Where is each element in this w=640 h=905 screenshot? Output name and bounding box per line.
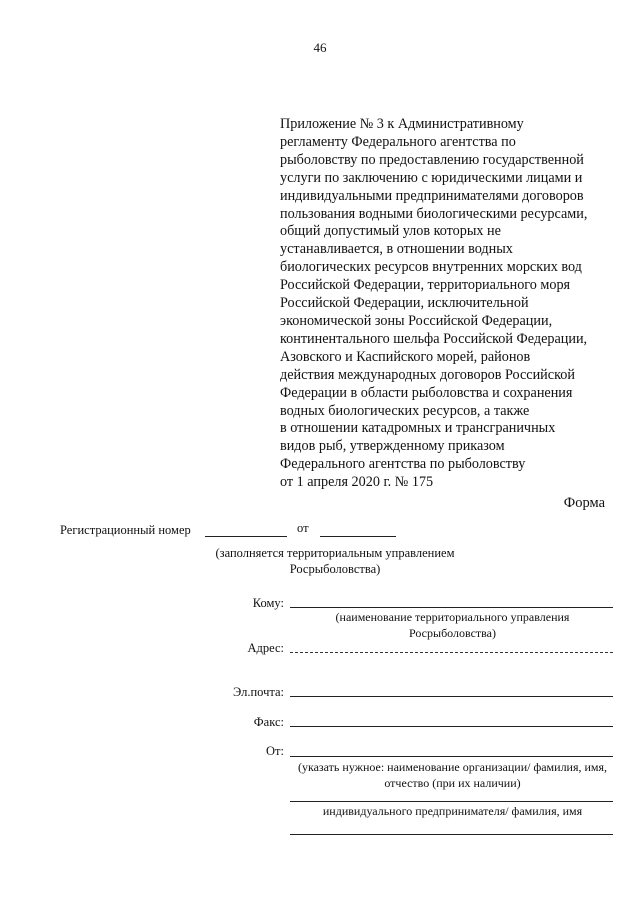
registration-number-field[interactable]: [205, 536, 287, 537]
appendix-line: общий допустимый улов которых не: [280, 223, 501, 240]
fax-field[interactable]: [290, 726, 613, 727]
to-label: Кому:: [252, 596, 284, 610]
appendix-line: регламенту Федерального агентства по: [280, 133, 516, 150]
appendix-line: биологических ресурсов внутренних морских вод: [280, 259, 582, 276]
registration-note: (заполняется территориальным управлением Росрыболовства): [215, 546, 455, 576]
appendix-line: континентального шельфа Российской Федерации,: [280, 330, 588, 347]
to-note: (наименование территориального управления Росрыболовства): [335, 610, 570, 640]
fax-label: Факс:: [253, 715, 284, 729]
registration-number-label: Регистрационный номер: [60, 523, 191, 537]
appendix-line: Федерального агентства по рыболовству: [280, 456, 526, 473]
appendix-line: Азовского и Каспийского морей, районов: [280, 348, 531, 365]
from-note-2: индивидуального предпринимателя/ фамилия, имя: [322, 804, 583, 818]
appendix-line: действия международных договоров Российской: [280, 366, 575, 383]
appendix-line: рыболовству по предоставлению государственной: [280, 151, 584, 168]
from-field-line-3[interactable]: [290, 834, 613, 835]
appendix-line: в отношении катадромных и трансграничных: [280, 420, 556, 437]
from-note: (указать нужное: наименование организации/ фамилия, имя, отчество (при их наличии): [297, 760, 608, 790]
registration-date-field[interactable]: [320, 536, 396, 537]
appendix-line: пользования водными биологическими ресурсами,: [280, 205, 588, 222]
registration-date-label: от: [297, 521, 309, 535]
email-field[interactable]: [290, 696, 613, 697]
appendix-line: устанавливается, в отношении водных: [280, 241, 513, 258]
appendix-line: индивидуальными предпринимателями договоров: [280, 187, 584, 204]
appendix-line: от 1 апреля 2020 г. № 175: [280, 474, 434, 491]
appendix-line: водных биологических ресурсов, а также: [280, 402, 530, 419]
appendix-line: Федерации в области рыболовства и сохранения: [280, 384, 573, 401]
to-field[interactable]: [290, 607, 613, 608]
appendix-line: Приложение № 3 к Административному: [280, 116, 524, 132]
email-label: Эл.почта:: [233, 685, 284, 699]
appendix-header: [280, 116, 620, 492]
appendix-line: видов рыб, утвержденному приказом: [280, 438, 505, 455]
appendix-line: услуги по заключению с юридическими лицами и: [280, 169, 583, 186]
form-label: Форма: [563, 495, 605, 511]
address-field[interactable]: [290, 652, 613, 653]
page-number: 46: [313, 40, 327, 55]
from-field-line-2[interactable]: [290, 801, 613, 802]
appendix-line: экономической зоны Российской Федерации,: [280, 312, 553, 329]
from-field[interactable]: [290, 756, 613, 757]
from-label: От:: [266, 744, 284, 758]
appendix-line: Российской Федерации, территориального моря: [280, 277, 571, 294]
address-label: Адрес:: [247, 641, 284, 655]
appendix-line: Российской Федерации, исключительной: [280, 295, 529, 312]
